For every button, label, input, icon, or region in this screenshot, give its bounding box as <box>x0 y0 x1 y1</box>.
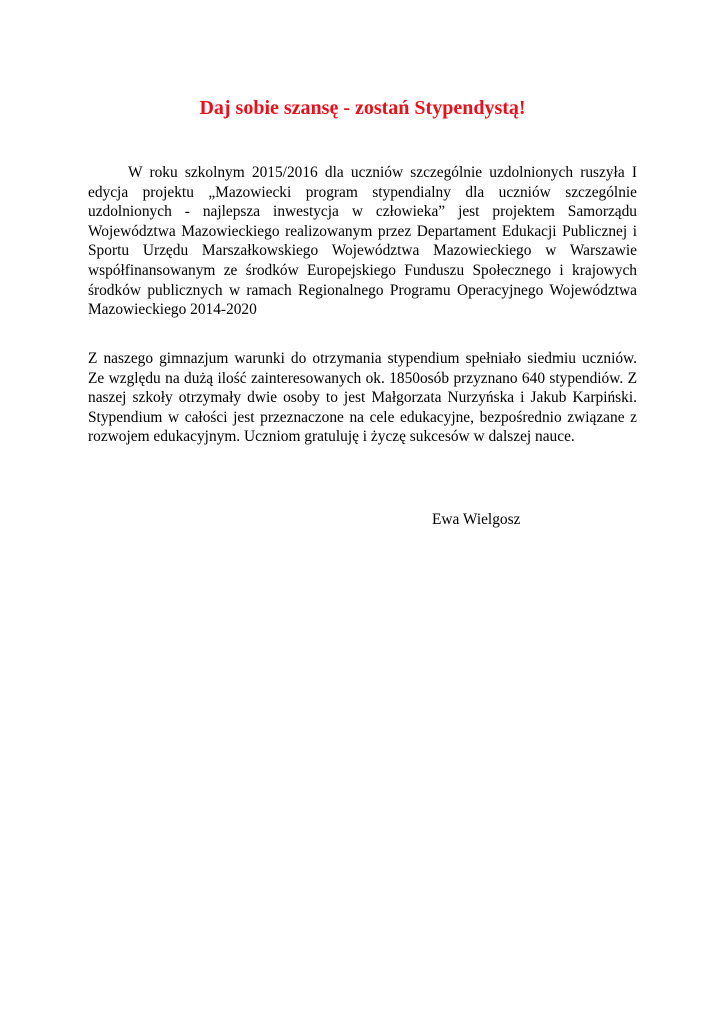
paragraph-scholarship-results: Z naszego gimnazjum warunki do otrzymania stypendium spełniało siedmiu uczniów. Ze względu na dużą ilość zainteresowanych ok. 1850osób przyznano 640 stypendiów. Z naszej szkoły otrzymały dwie osoby to jest Małgorzata Nurzyńska i Jakub Karpiński. Stypendium w całości jest przeznaczone na cele edukacyjne, bezpośrednio związane z rozwojem edukacyjnym. Uczniom gratuluję i życzę sukcesów w dalszej nauce. <box>88 350 637 446</box>
paragraph-project-info: W roku szkolnym 2015/2016 dla uczniów szczególnie uzdolnionych ruszyła I edycja projektu „Mazowiecki program stypendialny dla uczniów szczególnie uzdolnionych - najlepsza inwestycja w człowieka” jest projektem Samorządu Województwa Mazowieckiego realizowanym przez Departament Edukacji Publicznej i Sportu Urzędu Marszałkowskiego Województwa Mazowieckiego w Warszawie współfinansowanym ze środków Europejskiego Funduszu Społecznego i krajowych środków publicznych w ramach Regionalnego Programu Operacyjnego Województwa Mazowieckiego 2014-2020 <box>88 164 637 319</box>
document-title: Daj sobie szansę - zostań Stypendystą! <box>199 97 526 119</box>
signature: Ewa Wielgosz <box>432 511 521 528</box>
